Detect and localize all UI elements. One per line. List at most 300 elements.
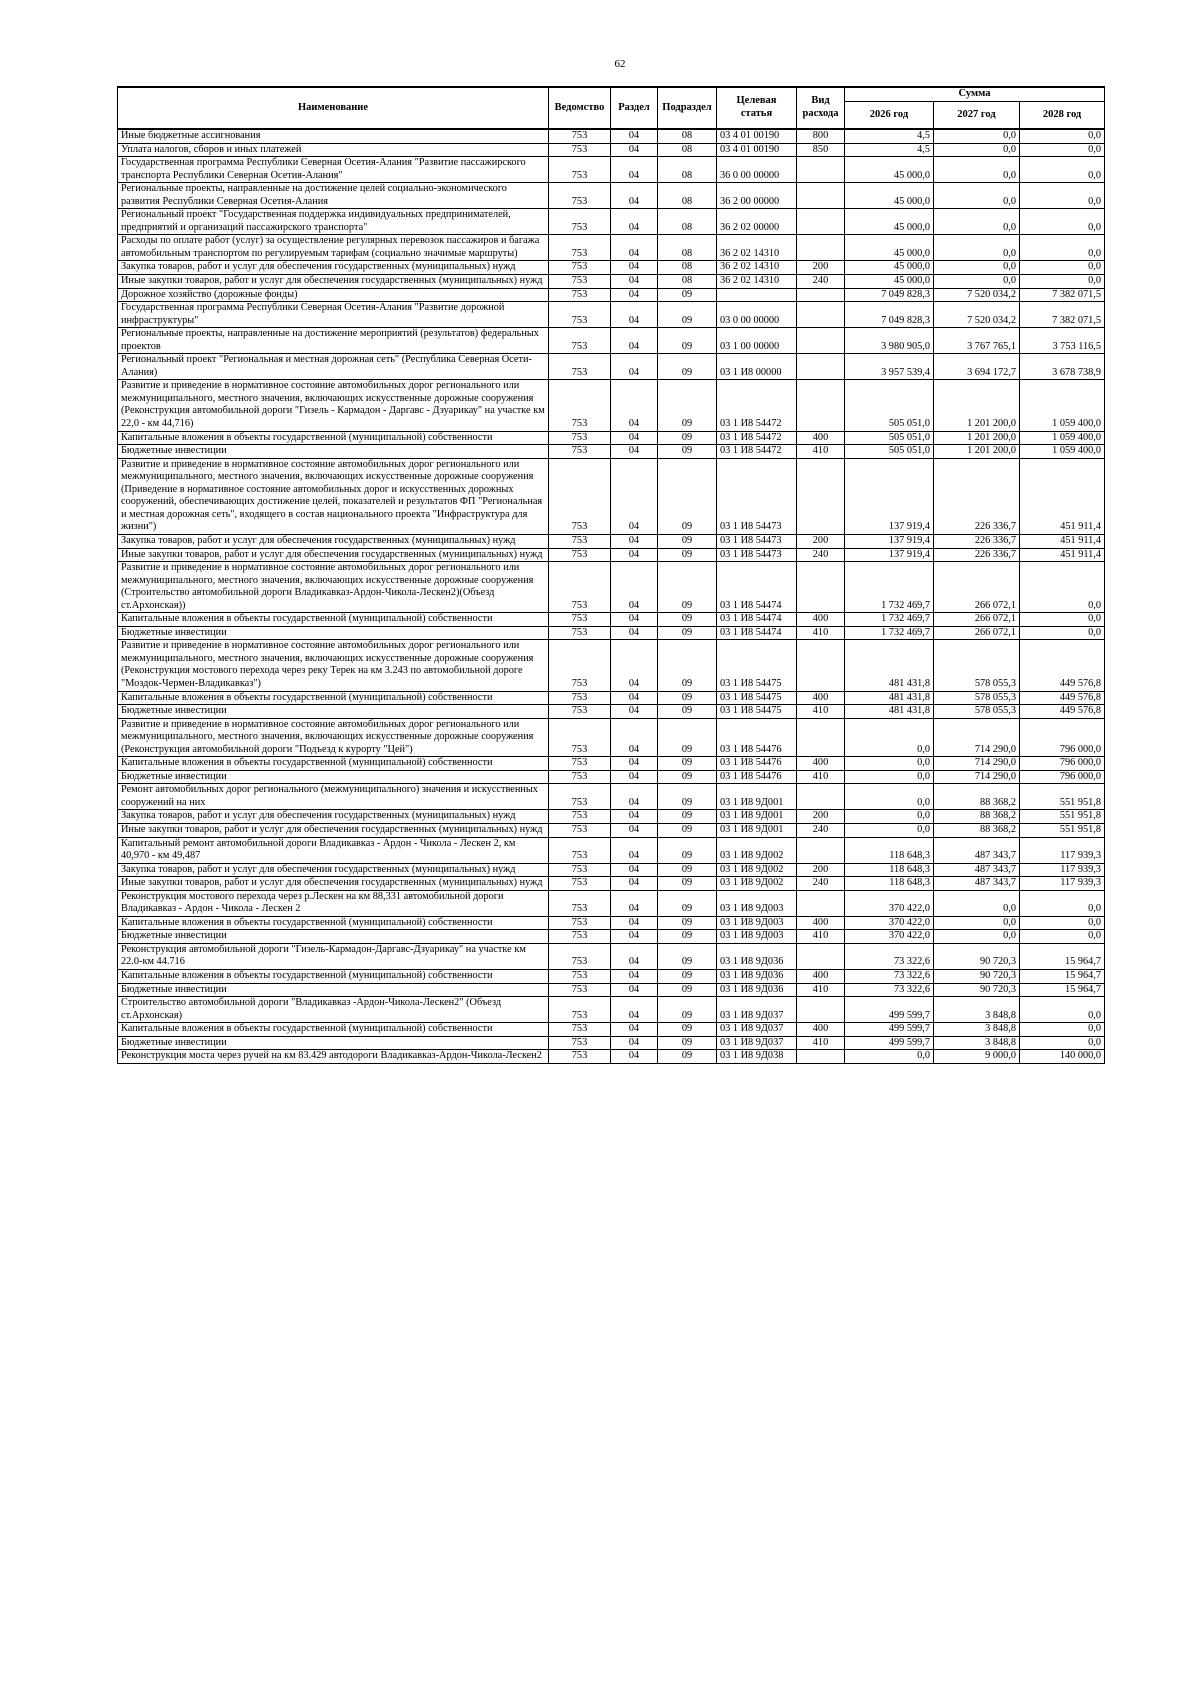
row-sum-2026-cell: 137 919,4 <box>845 548 934 562</box>
row-vid-raskhoda-cell <box>797 640 845 691</box>
table-row <box>118 705 1105 719</box>
row-name-cell: Капитальные вложения в объекты государственной (муниципальной) собственности <box>118 970 549 984</box>
table-row <box>118 997 1105 1023</box>
row-podrazdel-cell: 09 <box>658 863 717 877</box>
row-podrazdel-cell: 09 <box>658 983 717 997</box>
row-sum-2026-cell: 370 422,0 <box>845 930 934 944</box>
row-celevaya-statya-cell: 03 1 И8 54474 <box>717 613 797 627</box>
row-celevaya-statya-cell: 03 0 00 00000 <box>717 302 797 328</box>
row-vedomstvo-cell: 753 <box>549 1036 611 1050</box>
row-celevaya-statya-cell: 36 2 00 00000 <box>717 183 797 209</box>
row-vid-raskhoda-cell <box>797 302 845 328</box>
row-razdel-cell: 04 <box>611 288 658 302</box>
row-vid-raskhoda-cell: 200 <box>797 534 845 548</box>
row-vedomstvo-cell: 753 <box>549 983 611 997</box>
row-sum-2027-cell: 3 767 765,1 <box>934 328 1020 354</box>
row-celevaya-statya-cell: 03 1 И8 9Д036 <box>717 943 797 969</box>
row-razdel-cell: 04 <box>611 235 658 261</box>
row-sum-2027-cell: 266 072,1 <box>934 562 1020 613</box>
row-name-cell: Капитальные вложения в объекты государственной (муниципальной) собственности <box>118 757 549 771</box>
row-sum-2027-cell: 7 520 034,2 <box>934 288 1020 302</box>
row-podrazdel-cell: 08 <box>658 183 717 209</box>
header-summa: Сумма <box>845 87 1105 102</box>
row-name-cell: Развитие и приведение в нормативное состояние автомобильных дорог регионального или межмуниципального, местного значения, включающих искусственные дорожные сооружения (Реконструкция мостового перехода через реку Терек на км 3.243 по автомобильной дороге "Моздок-Чермен-Владикавказ") <box>118 640 549 691</box>
row-podrazdel-cell: 09 <box>658 970 717 984</box>
row-razdel-cell: 04 <box>611 810 658 824</box>
row-vedomstvo-cell: 753 <box>549 1050 611 1064</box>
row-podrazdel-cell: 09 <box>658 431 717 445</box>
row-vid-raskhoda-cell: 400 <box>797 1023 845 1037</box>
header-name: Наименование <box>118 87 549 129</box>
row-razdel-cell: 04 <box>611 1050 658 1064</box>
row-name-cell: Капитальные вложения в объекты государственной (муниципальной) собственности <box>118 431 549 445</box>
row-sum-2026-cell: 370 422,0 <box>845 916 934 930</box>
table-row <box>118 718 1105 757</box>
table-row <box>118 143 1105 157</box>
row-sum-2027-cell: 0,0 <box>934 235 1020 261</box>
table-row <box>118 354 1105 380</box>
row-name-cell: Развитие и приведение в нормативное состояние автомобильных дорог регионального или межмуниципального, местного значения, включающих искусственные дорожные сооружения (Реконструкция автомобильной дороги "Подъезд к курорту "Цей") <box>118 718 549 757</box>
row-vedomstvo-cell: 753 <box>549 288 611 302</box>
row-vedomstvo-cell: 753 <box>549 157 611 183</box>
row-sum-2028-cell: 0,0 <box>1020 930 1105 944</box>
row-razdel-cell: 04 <box>611 431 658 445</box>
row-razdel-cell: 04 <box>611 183 658 209</box>
row-sum-2028-cell: 0,0 <box>1020 235 1105 261</box>
row-sum-2027-cell: 0,0 <box>934 890 1020 916</box>
row-sum-2028-cell: 0,0 <box>1020 157 1105 183</box>
row-name-cell: Бюджетные инвестиции <box>118 626 549 640</box>
row-sum-2027-cell: 487 343,7 <box>934 863 1020 877</box>
table-row <box>118 970 1105 984</box>
row-sum-2028-cell: 451 911,4 <box>1020 534 1105 548</box>
row-vedomstvo-cell: 753 <box>549 784 611 810</box>
table-row <box>118 562 1105 613</box>
row-vid-raskhoda-cell: 200 <box>797 261 845 275</box>
row-name-cell: Закупка товаров, работ и услуг для обеспечения государственных (муниципальных) нужд <box>118 534 549 548</box>
table-row <box>118 548 1105 562</box>
row-sum-2028-cell: 0,0 <box>1020 209 1105 235</box>
row-podrazdel-cell: 09 <box>658 1036 717 1050</box>
row-razdel-cell: 04 <box>611 770 658 784</box>
table-row <box>118 784 1105 810</box>
row-sum-2026-cell: 4,5 <box>845 143 934 157</box>
row-sum-2026-cell: 45 000,0 <box>845 209 934 235</box>
row-sum-2028-cell: 117 939,3 <box>1020 863 1105 877</box>
row-sum-2026-cell: 1 732 469,7 <box>845 613 934 627</box>
table-row <box>118 458 1105 534</box>
row-sum-2026-cell: 0,0 <box>845 810 934 824</box>
row-name-cell: Реконструкция автомобильной дороги "Гизель-Кармадон-Даргавс-Дзуарикау" на участке км 22.0-км 44.716 <box>118 943 549 969</box>
row-sum-2026-cell: 481 431,8 <box>845 705 934 719</box>
row-celevaya-statya-cell: 03 1 И8 54472 <box>717 445 797 459</box>
row-vid-raskhoda-cell <box>797 354 845 380</box>
row-podrazdel-cell: 09 <box>658 288 717 302</box>
row-sum-2027-cell: 0,0 <box>934 261 1020 275</box>
row-sum-2027-cell: 0,0 <box>934 275 1020 289</box>
row-sum-2028-cell: 0,0 <box>1020 1023 1105 1037</box>
row-sum-2028-cell: 0,0 <box>1020 562 1105 613</box>
row-vedomstvo-cell: 753 <box>549 1023 611 1037</box>
row-podrazdel-cell: 08 <box>658 157 717 183</box>
row-celevaya-statya-cell: 03 1 И8 9Д001 <box>717 784 797 810</box>
row-razdel-cell: 04 <box>611 916 658 930</box>
table-header <box>118 87 1105 129</box>
row-sum-2026-cell: 505 051,0 <box>845 431 934 445</box>
row-name-cell: Уплата налогов, сборов и иных платежей <box>118 143 549 157</box>
row-razdel-cell: 04 <box>611 143 658 157</box>
table-row <box>118 837 1105 863</box>
row-name-cell: Закупка товаров, работ и услуг для обеспечения государственных (муниципальных) нужд <box>118 863 549 877</box>
row-podrazdel-cell: 09 <box>658 770 717 784</box>
row-celevaya-statya-cell: 03 1 И8 9Д002 <box>717 837 797 863</box>
row-celevaya-statya-cell: 03 1 И8 54475 <box>717 640 797 691</box>
row-name-cell: Иные закупки товаров, работ и услуг для обеспечения государственных (муниципальных) нужд <box>118 548 549 562</box>
row-vedomstvo-cell: 753 <box>549 613 611 627</box>
row-sum-2028-cell: 796 000,0 <box>1020 718 1105 757</box>
row-sum-2028-cell: 15 964,7 <box>1020 983 1105 997</box>
row-podrazdel-cell: 09 <box>658 705 717 719</box>
row-sum-2026-cell: 499 599,7 <box>845 1023 934 1037</box>
row-podrazdel-cell: 09 <box>658 1050 717 1064</box>
row-celevaya-statya-cell: 36 0 00 00000 <box>717 157 797 183</box>
row-name-cell: Развитие и приведение в нормативное состояние автомобильных дорог регионального или межмуниципального, местного значения, включающих искусственные дорожные сооружения (Строительство автомобильной дороги Владикавказ-Ардон-Чикола-Лескен2)(Объезд ст.Архонская)) <box>118 562 549 613</box>
row-celevaya-statya-cell: 03 1 И8 9Д002 <box>717 863 797 877</box>
row-celevaya-statya-cell: 03 4 01 00190 <box>717 129 797 143</box>
row-sum-2028-cell: 15 964,7 <box>1020 943 1105 969</box>
table-row <box>118 1036 1105 1050</box>
row-sum-2027-cell: 3 694 172,7 <box>934 354 1020 380</box>
row-celevaya-statya-cell: 03 1 И8 9Д037 <box>717 1036 797 1050</box>
row-sum-2026-cell: 370 422,0 <box>845 890 934 916</box>
row-sum-2027-cell: 90 720,3 <box>934 943 1020 969</box>
row-vedomstvo-cell: 753 <box>549 235 611 261</box>
row-sum-2026-cell: 1 732 469,7 <box>845 626 934 640</box>
table-body <box>118 129 1105 1063</box>
row-sum-2028-cell: 15 964,7 <box>1020 970 1105 984</box>
row-sum-2027-cell: 3 848,8 <box>934 1036 1020 1050</box>
row-sum-2028-cell: 0,0 <box>1020 997 1105 1023</box>
row-vid-raskhoda-cell: 410 <box>797 445 845 459</box>
row-vid-raskhoda-cell: 410 <box>797 983 845 997</box>
row-sum-2028-cell: 0,0 <box>1020 916 1105 930</box>
row-sum-2028-cell: 449 576,8 <box>1020 640 1105 691</box>
row-celevaya-statya-cell <box>717 288 797 302</box>
row-vid-raskhoda-cell: 240 <box>797 275 845 289</box>
row-sum-2026-cell: 481 431,8 <box>845 691 934 705</box>
row-celevaya-statya-cell: 03 1 И8 54476 <box>717 757 797 771</box>
row-podrazdel-cell: 09 <box>658 757 717 771</box>
row-sum-2026-cell: 0,0 <box>845 823 934 837</box>
row-vid-raskhoda-cell: 410 <box>797 770 845 784</box>
row-vid-raskhoda-cell <box>797 209 845 235</box>
row-sum-2027-cell: 487 343,7 <box>934 877 1020 891</box>
row-sum-2028-cell: 451 911,4 <box>1020 548 1105 562</box>
row-vedomstvo-cell: 753 <box>549 930 611 944</box>
row-razdel-cell: 04 <box>611 261 658 275</box>
row-razdel-cell: 04 <box>611 877 658 891</box>
row-podrazdel-cell: 09 <box>658 613 717 627</box>
row-razdel-cell: 04 <box>611 157 658 183</box>
row-name-cell: Региональные проекты, направленные на достижение мероприятий (результатов) федеральных проектов <box>118 328 549 354</box>
row-name-cell: Бюджетные инвестиции <box>118 983 549 997</box>
page-number: 62 <box>614 58 626 70</box>
row-sum-2026-cell: 45 000,0 <box>845 157 934 183</box>
row-razdel-cell: 04 <box>611 970 658 984</box>
row-vedomstvo-cell: 753 <box>549 691 611 705</box>
row-sum-2028-cell: 0,0 <box>1020 183 1105 209</box>
row-sum-2027-cell: 714 290,0 <box>934 770 1020 784</box>
row-sum-2026-cell: 3 980 905,0 <box>845 328 934 354</box>
row-vid-raskhoda-cell: 400 <box>797 757 845 771</box>
row-vedomstvo-cell: 753 <box>549 970 611 984</box>
row-name-cell: Бюджетные инвестиции <box>118 445 549 459</box>
row-sum-2026-cell: 7 049 828,3 <box>845 302 934 328</box>
row-sum-2026-cell: 73 322,6 <box>845 943 934 969</box>
row-podrazdel-cell: 09 <box>658 916 717 930</box>
row-sum-2027-cell: 0,0 <box>934 157 1020 183</box>
row-name-cell: Дорожное хозяйство (дорожные фонды) <box>118 288 549 302</box>
row-vid-raskhoda-cell: 800 <box>797 129 845 143</box>
row-name-cell: Развитие и приведение в нормативное состояние автомобильных дорог регионального или межмуниципального, местного значения, включающих искусственные дорожные сооружения (Реконструкция автомобильной дороги "Гизель - Кармадон - Даргавс - Дзуарикау" на участке км 22,0 - км 44,716) <box>118 380 549 431</box>
row-vid-raskhoda-cell: 400 <box>797 970 845 984</box>
table-row <box>118 183 1105 209</box>
row-razdel-cell: 04 <box>611 548 658 562</box>
table-row <box>118 302 1105 328</box>
table-row <box>118 757 1105 771</box>
table-row <box>118 810 1105 824</box>
row-sum-2027-cell: 226 336,7 <box>934 548 1020 562</box>
row-name-cell: Региональные проекты, направленные на достижение целей социально-экономического развития Республики Северная Осетия-Алания <box>118 183 549 209</box>
row-celevaya-statya-cell: 03 1 И8 9Д038 <box>717 1050 797 1064</box>
row-sum-2026-cell: 73 322,6 <box>845 983 934 997</box>
table-row <box>118 534 1105 548</box>
row-podrazdel-cell: 09 <box>658 548 717 562</box>
row-podrazdel-cell: 09 <box>658 445 717 459</box>
row-podrazdel-cell: 08 <box>658 261 717 275</box>
row-podrazdel-cell: 09 <box>658 380 717 431</box>
row-vedomstvo-cell: 753 <box>549 757 611 771</box>
row-vid-raskhoda-cell: 400 <box>797 613 845 627</box>
row-sum-2026-cell: 118 648,3 <box>845 863 934 877</box>
row-celevaya-statya-cell: 03 1 И8 9Д001 <box>717 810 797 824</box>
row-razdel-cell: 04 <box>611 863 658 877</box>
row-name-cell: Закупка товаров, работ и услуг для обеспечения государственных (муниципальных) нужд <box>118 261 549 275</box>
row-name-cell: Строительство автомобильной дороги "Владикавказ -Ардон-Чикола-Лескен2" (Объезд ст.Архонская) <box>118 997 549 1023</box>
row-celevaya-statya-cell: 03 1 И8 54475 <box>717 691 797 705</box>
row-sum-2028-cell: 551 951,8 <box>1020 823 1105 837</box>
row-celevaya-statya-cell: 03 1 И8 54474 <box>717 562 797 613</box>
row-vid-raskhoda-cell: 410 <box>797 626 845 640</box>
row-vedomstvo-cell: 753 <box>549 943 611 969</box>
row-sum-2027-cell: 0,0 <box>934 930 1020 944</box>
row-sum-2028-cell: 0,0 <box>1020 626 1105 640</box>
row-celevaya-statya-cell: 03 1 00 00000 <box>717 328 797 354</box>
row-sum-2027-cell: 88 368,2 <box>934 823 1020 837</box>
row-sum-2027-cell: 226 336,7 <box>934 458 1020 534</box>
row-vedomstvo-cell: 753 <box>549 770 611 784</box>
row-vedomstvo-cell: 753 <box>549 810 611 824</box>
row-sum-2026-cell: 3 957 539,4 <box>845 354 934 380</box>
row-sum-2027-cell: 0,0 <box>934 209 1020 235</box>
row-razdel-cell: 04 <box>611 613 658 627</box>
row-sum-2028-cell: 3 753 116,5 <box>1020 328 1105 354</box>
table-row <box>118 770 1105 784</box>
row-sum-2026-cell: 137 919,4 <box>845 534 934 548</box>
row-name-cell: Иные закупки товаров, работ и услуг для обеспечения государственных (муниципальных) нужд <box>118 823 549 837</box>
row-vid-raskhoda-cell <box>797 890 845 916</box>
row-sum-2026-cell: 73 322,6 <box>845 970 934 984</box>
row-sum-2027-cell: 9 000,0 <box>934 1050 1020 1064</box>
table-row <box>118 691 1105 705</box>
row-sum-2027-cell: 0,0 <box>934 916 1020 930</box>
row-vid-raskhoda-cell <box>797 837 845 863</box>
row-sum-2028-cell: 1 059 400,0 <box>1020 445 1105 459</box>
row-vedomstvo-cell: 753 <box>549 890 611 916</box>
row-sum-2028-cell: 796 000,0 <box>1020 757 1105 771</box>
row-celevaya-statya-cell: 36 2 02 14310 <box>717 275 797 289</box>
row-razdel-cell: 04 <box>611 458 658 534</box>
row-sum-2028-cell: 140 000,0 <box>1020 1050 1105 1064</box>
row-podrazdel-cell: 09 <box>658 823 717 837</box>
row-sum-2026-cell: 45 000,0 <box>845 235 934 261</box>
row-vedomstvo-cell: 753 <box>549 354 611 380</box>
row-vid-raskhoda-cell <box>797 328 845 354</box>
header-vid-raskhoda: Вид расхода <box>797 87 845 129</box>
row-sum-2027-cell: 90 720,3 <box>934 983 1020 997</box>
row-vid-raskhoda-cell: 240 <box>797 877 845 891</box>
row-vid-raskhoda-cell: 400 <box>797 916 845 930</box>
row-celevaya-statya-cell: 36 2 02 14310 <box>717 261 797 275</box>
table-row <box>118 157 1105 183</box>
row-sum-2027-cell: 714 290,0 <box>934 757 1020 771</box>
row-vedomstvo-cell: 753 <box>549 640 611 691</box>
row-celevaya-statya-cell: 36 2 02 00000 <box>717 209 797 235</box>
row-razdel-cell: 04 <box>611 380 658 431</box>
header-razdel: Раздел <box>611 87 658 129</box>
row-name-cell: Иные закупки товаров, работ и услуг для обеспечения государственных (муниципальных) нужд <box>118 877 549 891</box>
row-vedomstvo-cell: 753 <box>549 445 611 459</box>
row-vedomstvo-cell: 753 <box>549 431 611 445</box>
row-sum-2028-cell: 117 939,3 <box>1020 837 1105 863</box>
table-row <box>118 235 1105 261</box>
row-vid-raskhoda-cell: 850 <box>797 143 845 157</box>
row-name-cell: Капитальные вложения в объекты государственной (муниципальной) собственности <box>118 691 549 705</box>
row-name-cell: Бюджетные инвестиции <box>118 705 549 719</box>
row-vedomstvo-cell: 753 <box>549 143 611 157</box>
row-sum-2027-cell: 0,0 <box>934 183 1020 209</box>
row-razdel-cell: 04 <box>611 626 658 640</box>
row-razdel-cell: 04 <box>611 757 658 771</box>
row-razdel-cell: 04 <box>611 129 658 143</box>
row-razdel-cell: 04 <box>611 983 658 997</box>
row-sum-2028-cell: 551 951,8 <box>1020 784 1105 810</box>
row-sum-2027-cell: 88 368,2 <box>934 784 1020 810</box>
row-podrazdel-cell: 09 <box>658 1023 717 1037</box>
row-podrazdel-cell: 09 <box>658 354 717 380</box>
row-sum-2026-cell: 0,0 <box>845 770 934 784</box>
row-celevaya-statya-cell: 03 1 И8 9Д037 <box>717 1023 797 1037</box>
row-sum-2028-cell: 0,0 <box>1020 129 1105 143</box>
row-sum-2028-cell: 0,0 <box>1020 890 1105 916</box>
row-vid-raskhoda-cell: 200 <box>797 863 845 877</box>
row-sum-2028-cell: 1 059 400,0 <box>1020 431 1105 445</box>
row-sum-2028-cell: 0,0 <box>1020 275 1105 289</box>
row-name-cell: Иные закупки товаров, работ и услуг для обеспечения государственных (муниципальных) нужд <box>118 275 549 289</box>
row-vedomstvo-cell: 753 <box>549 548 611 562</box>
row-razdel-cell: 04 <box>611 1023 658 1037</box>
row-name-cell: Региональный проект "Государственная поддержка индивидуальных предпринимателей, предприятий и организаций пассажирского транспорта" <box>118 209 549 235</box>
row-sum-2028-cell: 7 382 071,5 <box>1020 302 1105 328</box>
table-row <box>118 863 1105 877</box>
row-celevaya-statya-cell: 03 1 И8 9Д036 <box>717 983 797 997</box>
row-vedomstvo-cell: 753 <box>549 877 611 891</box>
table-row <box>118 890 1105 916</box>
row-vedomstvo-cell: 753 <box>549 562 611 613</box>
row-razdel-cell: 04 <box>611 209 658 235</box>
table-row <box>118 930 1105 944</box>
row-vedomstvo-cell: 753 <box>549 863 611 877</box>
row-podrazdel-cell: 09 <box>658 626 717 640</box>
row-sum-2026-cell: 499 599,7 <box>845 997 934 1023</box>
row-sum-2026-cell: 1 732 469,7 <box>845 562 934 613</box>
row-vid-raskhoda-cell: 410 <box>797 930 845 944</box>
table-row <box>118 1050 1105 1064</box>
header-celevaya-statya: Целевая статья <box>717 87 797 129</box>
row-name-cell: Развитие и приведение в нормативное состояние автомобильных дорог регионального или межмуниципального, местного значения, включающих искусственные дорожные сооружения (Приведение в нормативное состояние автомобильных дорог и искусственных дорожных сооружений, обеспечивающих достижение целей, показателей и результатов ФП "Региональная и местная дорожная сеть", входящего в состав национального проекта "Инфраструктура для жизни") <box>118 458 549 534</box>
row-vid-raskhoda-cell: 400 <box>797 431 845 445</box>
row-vid-raskhoda-cell <box>797 235 845 261</box>
row-name-cell: Капитальный ремонт автомобильной дороги Владикавказ - Ардон - Чикола - Лескен 2, км 40,970 - км 49,487 <box>118 837 549 863</box>
row-celevaya-statya-cell: 03 1 И8 54473 <box>717 458 797 534</box>
row-razdel-cell: 04 <box>611 890 658 916</box>
row-sum-2028-cell: 0,0 <box>1020 143 1105 157</box>
row-sum-2028-cell: 7 382 071,5 <box>1020 288 1105 302</box>
table-row <box>118 380 1105 431</box>
row-vedomstvo-cell: 753 <box>549 534 611 548</box>
row-name-cell: Региональный проект "Региональная и местная дорожная сеть" (Республика Северная Осети-Алания) <box>118 354 549 380</box>
row-sum-2026-cell: 481 431,8 <box>845 640 934 691</box>
row-sum-2027-cell: 88 368,2 <box>934 810 1020 824</box>
row-sum-2027-cell: 578 055,3 <box>934 691 1020 705</box>
row-sum-2026-cell: 45 000,0 <box>845 183 934 209</box>
row-vid-raskhoda-cell <box>797 784 845 810</box>
table-row <box>118 1023 1105 1037</box>
row-celevaya-statya-cell: 36 2 02 14310 <box>717 235 797 261</box>
row-vid-raskhoda-cell: 200 <box>797 810 845 824</box>
row-name-cell: Государственная программа Республики Северная Осетия-Алания "Развитие пассажирского транспорта Республики Северная Осетия-Алания" <box>118 157 549 183</box>
row-vedomstvo-cell: 753 <box>549 823 611 837</box>
row-sum-2028-cell: 0,0 <box>1020 261 1105 275</box>
row-podrazdel-cell: 09 <box>658 810 717 824</box>
row-sum-2028-cell: 796 000,0 <box>1020 770 1105 784</box>
row-podrazdel-cell: 09 <box>658 890 717 916</box>
row-vid-raskhoda-cell <box>797 1050 845 1064</box>
row-vedomstvo-cell: 753 <box>549 380 611 431</box>
row-sum-2027-cell: 3 848,8 <box>934 997 1020 1023</box>
row-sum-2027-cell: 1 201 200,0 <box>934 380 1020 431</box>
row-sum-2028-cell: 451 911,4 <box>1020 458 1105 534</box>
row-sum-2028-cell: 449 576,8 <box>1020 705 1105 719</box>
row-vid-raskhoda-cell <box>797 718 845 757</box>
row-sum-2028-cell: 1 059 400,0 <box>1020 380 1105 431</box>
row-vedomstvo-cell: 753 <box>549 209 611 235</box>
row-vid-raskhoda-cell: 240 <box>797 548 845 562</box>
row-name-cell: Капитальные вложения в объекты государственной (муниципальной) собственности <box>118 916 549 930</box>
row-razdel-cell: 04 <box>611 562 658 613</box>
table-row <box>118 261 1105 275</box>
row-vedomstvo-cell: 753 <box>549 302 611 328</box>
